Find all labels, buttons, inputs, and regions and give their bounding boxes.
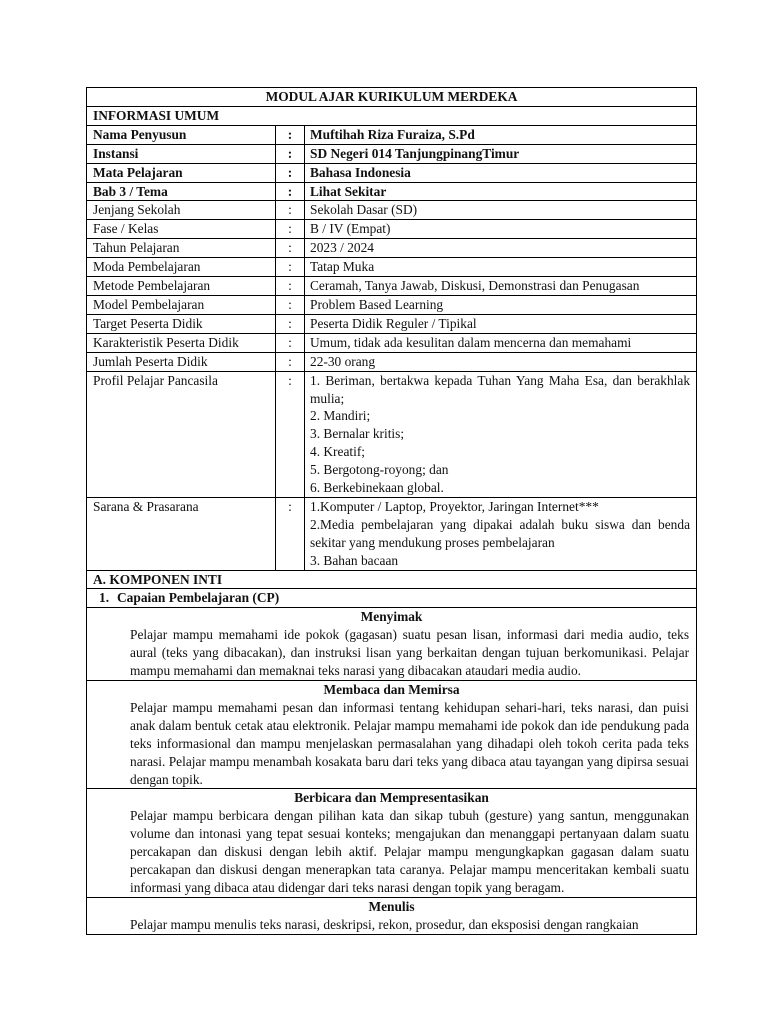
info-separator: : — [276, 220, 305, 239]
info-value: B / IV (Empat) — [305, 220, 697, 239]
cp-number: 1. — [99, 590, 110, 606]
info-row — [87, 258, 697, 277]
info-value: 22-30 orang — [305, 352, 697, 371]
info-separator: : — [276, 144, 305, 163]
info-label: Tahun Pelajaran — [87, 239, 276, 258]
info-label: Model Pembelajaran — [87, 295, 276, 314]
info-row — [87, 144, 697, 163]
cp-section-row — [87, 608, 697, 681]
cp-section — [87, 789, 697, 897]
info-label: Instansi — [87, 144, 276, 163]
cp-text: Pelajar mampu memahami pesan dan informasi tentang kehidupan sehari-hari, teks narasi, dan puisi anak dalam bentuk cetak atau elektronik. Pelajar mampu memahami ide pokok dan ide pendukung pada teks informasional dan mampu menjelaskan permasalahan yang dihadapi oleh tokoh cerita pada teks narasi. Pelajar mampu menambah kosakata baru dari teks yang dibaca atau tayangan yang dipirsa sesuai dengan topik. — [130, 699, 690, 787]
cp-section-row — [87, 789, 697, 897]
cp-title-text: Capaian Pembelajaran (CP) — [117, 590, 280, 606]
info-label: Bab 3 / Tema — [87, 182, 276, 201]
info-row — [87, 352, 697, 371]
cp-section-row — [87, 897, 697, 934]
info-row — [87, 314, 697, 333]
cp-section-row — [87, 681, 697, 789]
profil-pancasila-row — [87, 371, 697, 497]
list-item: 4. Kreatif; — [310, 444, 366, 460]
info-row — [87, 125, 697, 144]
info-label: Moda Pembelajaran — [87, 258, 276, 277]
sarana-prasarana-list — [305, 497, 697, 570]
cp-title-row — [87, 589, 697, 608]
info-separator: : — [276, 295, 305, 314]
cp-heading: Berbicara dan Mempresentasikan — [294, 790, 489, 806]
info-separator: : — [276, 125, 305, 144]
list-item: 2.Media pembelajaran yang dipakai adalah buku siswa dan benda sekitar yang mendukung proses pembelajaran — [310, 516, 691, 550]
info-row — [87, 239, 697, 258]
section-komponen-inti: A. KOMPONEN INTI — [87, 570, 697, 589]
info-separator: : — [276, 277, 305, 296]
sarana-prasarana-label: Sarana & Prasarana — [87, 497, 276, 570]
list-item: 3. Bernalar kritis; — [310, 426, 405, 442]
info-row — [87, 277, 697, 296]
sarana-prasarana-row — [87, 497, 697, 570]
title-row — [87, 88, 697, 107]
list-item: 2. Mandiri; — [310, 408, 371, 424]
info-separator: : — [276, 333, 305, 352]
list-item: 1.Komputer / Laptop, Proyektor, Jaringan Internet*** — [310, 498, 599, 514]
cp-heading: Menulis — [368, 898, 415, 914]
info-row — [87, 220, 697, 239]
info-separator: : — [276, 239, 305, 258]
info-separator: : — [276, 201, 305, 220]
cp-heading: Membaca dan Memirsa — [323, 682, 460, 697]
info-row — [87, 333, 697, 352]
info-separator: : — [276, 497, 305, 570]
info-value: Bahasa Indonesia — [305, 163, 697, 182]
cp-heading: Menyimak — [360, 609, 423, 625]
info-value: Muftihah Riza Furaiza, S.Pd — [305, 125, 697, 144]
cp-section — [87, 897, 697, 934]
info-label: Jumlah Peserta Didik — [87, 352, 276, 371]
cp-text: Pelajar mampu berbicara dengan pilihan kata dan sikap tubuh (gesture) yang santun, menggunakan volume dan intonasi yang tepat sesuai konteks; mengajukan dan menanggapi pertanyaan dalam suatu percakapan dan diskusi dengan lebih aktif. Pelajar mampu mengungkapkan gagasan dalam suatu percakapan dan diskusi dengan menerapkan tata caranya. Pelajar mampu menceritakan kembali suatu informasi yang dibaca atau didengar dari teks narasi dengan topik yang beragam. — [130, 808, 690, 895]
info-label: Nama Penyusun — [87, 125, 276, 144]
cp-text: Pelajar mampu memahami ide pokok (gagasan) suatu pesan lisan, informasi dari media audio, teks aural (teks yang dibacakan), dan instruksi lisan yang berkaitan dengan tujuan berkomunikasi. Pelajar mampu memahami dan memaknai teks narasi yang dibacakan ataudari media audio. — [130, 627, 690, 679]
info-separator: : — [276, 163, 305, 182]
info-value: Peserta Didik Reguler / Tipikal — [305, 314, 697, 333]
info-value: 2023 / 2024 — [305, 239, 697, 258]
info-value: Problem Based Learning — [305, 295, 697, 314]
info-row — [87, 163, 697, 182]
profil-pancasila-label: Profil Pelajar Pancasila — [87, 371, 276, 497]
list-item: 3. Bahan bacaan — [310, 552, 399, 568]
doc-title: MODUL AJAR KURIKULUM MERDEKA — [87, 88, 697, 107]
info-label: Metode Pembelajaran — [87, 277, 276, 296]
info-label: Target Peserta Didik — [87, 314, 276, 333]
info-label: Fase / Kelas — [87, 220, 276, 239]
info-value: Tatap Muka — [305, 258, 697, 277]
info-separator: : — [276, 182, 305, 201]
cp-title — [87, 589, 697, 608]
profil-pancasila-list — [305, 371, 697, 497]
cp-section — [87, 608, 697, 681]
info-row — [87, 295, 697, 314]
info-row — [87, 182, 697, 201]
info-label: Jenjang Sekolah — [87, 201, 276, 220]
section-header-row — [87, 570, 697, 589]
info-label: Karakteristik Peserta Didik — [87, 333, 276, 352]
modul-table — [86, 87, 697, 935]
document-page — [86, 87, 696, 935]
cp-text: Pelajar mampu menulis teks narasi, deskripsi, rekon, prosedur, dan eksposisi dengan rangkaian — [130, 916, 639, 932]
info-separator: : — [276, 258, 305, 277]
list-item: 6. Berkebinekaan global. — [310, 480, 444, 496]
section-header-row — [87, 106, 697, 125]
info-separator: : — [276, 352, 305, 371]
cp-section — [87, 681, 697, 789]
info-row — [87, 201, 697, 220]
list-item: 1. Beriman, bertakwa kepada Tuhan Yang Maha Esa, dan berakhlak mulia; — [310, 372, 691, 406]
info-value: SD Negeri 014 TanjungpinangTimur — [305, 144, 697, 163]
section-informasi-umum: INFORMASI UMUM — [87, 106, 697, 125]
info-value: Umum, tidak ada kesulitan dalam mencerna dan memahami — [305, 333, 697, 352]
info-label: Mata Pelajaran — [87, 163, 276, 182]
info-value: Lihat Sekitar — [305, 182, 697, 201]
list-item: 5. Bergotong-royong; dan — [310, 462, 449, 478]
info-value: Ceramah, Tanya Jawab, Diskusi, Demonstrasi dan Penugasan — [305, 277, 697, 296]
info-value: Sekolah Dasar (SD) — [305, 201, 697, 220]
info-separator: : — [276, 371, 305, 497]
info-separator: : — [276, 314, 305, 333]
